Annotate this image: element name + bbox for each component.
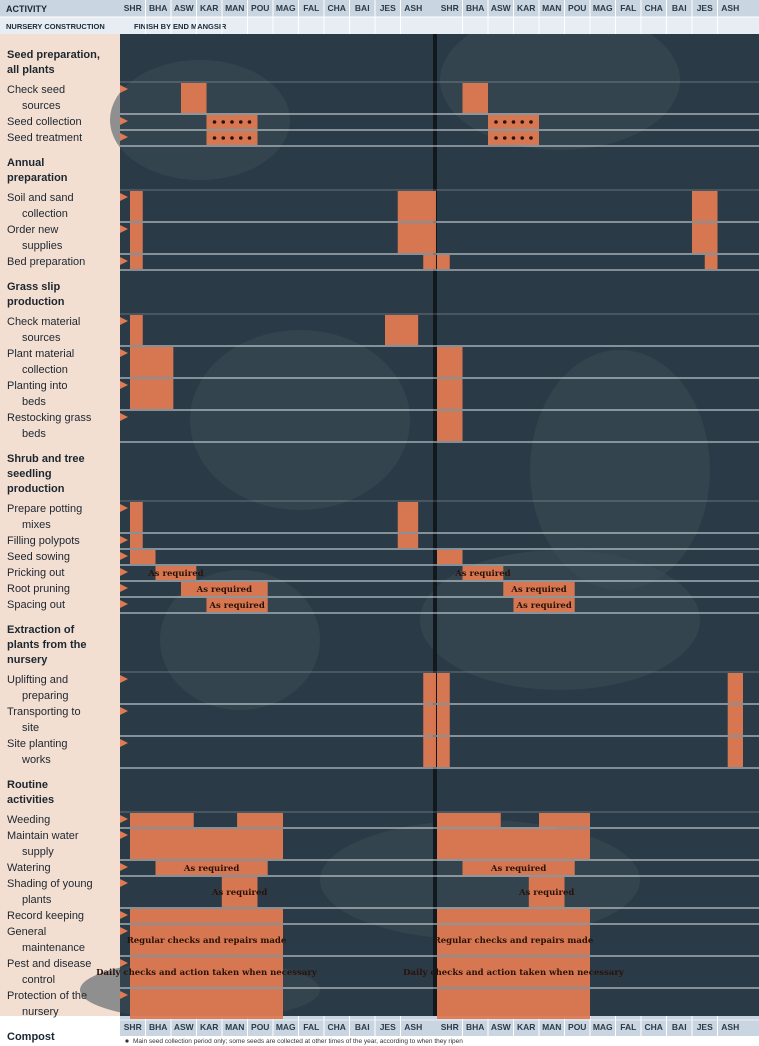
top-month-bai: BAI <box>671 3 687 13</box>
activity-bar <box>728 737 743 767</box>
bottom-month-bai: BAI <box>354 1022 370 1032</box>
bar-label: As required <box>490 864 547 874</box>
seed-collection-dot <box>221 136 225 140</box>
top-month-bha: BHA <box>149 3 168 13</box>
seed-collection-dot <box>529 120 533 124</box>
section-title: nursery <box>7 654 48 666</box>
activity-label: Soil and sand <box>7 192 74 204</box>
section-title: seedling <box>7 468 52 480</box>
activity-label: Bed preparation <box>7 256 86 268</box>
activity-label: Transporting to <box>7 706 81 718</box>
top-month-bai: BAI <box>354 3 370 13</box>
footnote: Main seed collection period only; some seeds are collected at other times of the year, according to when they ripen <box>133 1038 463 1045</box>
activity-bar <box>398 191 436 221</box>
section-title: Seed preparation, <box>7 49 100 61</box>
activity-label: plants <box>22 894 52 906</box>
activity-bar <box>437 829 590 859</box>
section-title: Annual <box>7 157 45 169</box>
activity-bar <box>728 705 743 735</box>
bar-label: Daily checks and action taken when necessary <box>403 968 624 978</box>
seed-collection-dot <box>520 136 524 140</box>
activity-label: supplies <box>22 240 63 252</box>
bar-label: As required <box>196 585 253 595</box>
top-month-cha: CHA <box>644 3 663 13</box>
bottom-month-pou: POU <box>568 1022 587 1032</box>
activity-label: Planting into <box>7 380 68 392</box>
top-month-ash: ASH <box>404 3 423 13</box>
seed-collection-dot <box>248 120 252 124</box>
activity-bar <box>130 550 156 564</box>
activity-label: Pest and disease <box>7 958 92 970</box>
section-title: Routine <box>7 779 48 791</box>
top-month-shr: SHR <box>440 3 459 13</box>
activity-label: Maintain water <box>7 830 79 842</box>
top-month-jes: JES <box>379 3 396 13</box>
activity-bar <box>398 534 418 548</box>
activity-bar <box>130 829 283 859</box>
top-month-ash: ASH <box>721 3 740 13</box>
finish-note: FINISH BY END MANGSIR <box>134 22 227 31</box>
bottom-month-pou: POU <box>251 1022 270 1032</box>
activity-label: Watering <box>7 862 51 874</box>
bottom-month-mag: MAG <box>592 1022 613 1032</box>
activity-label: sources <box>22 100 61 112</box>
activity-bar <box>130 813 194 827</box>
section-title: Grass slip <box>7 281 61 293</box>
activity-label: Protection of the <box>7 990 88 1002</box>
activity-bar <box>130 223 143 253</box>
bottom-month-fal: FAL <box>303 1022 320 1032</box>
seed-collection-dot <box>239 120 243 124</box>
activity-bar <box>437 737 450 767</box>
activity-label: Uplifting and <box>7 674 69 686</box>
top-month-kar: KAR <box>200 3 219 13</box>
bottom-month-cha: CHA <box>327 1022 346 1032</box>
activity-label: Record keeping <box>7 910 85 922</box>
seed-collection-dot <box>221 120 225 124</box>
activity-label: Restocking grass <box>7 412 92 424</box>
seed-collection-dot <box>213 120 217 124</box>
top-month-shr: SHR <box>123 3 142 13</box>
bottom-month-bha: BHA <box>149 1022 168 1032</box>
activity-bar <box>423 255 436 269</box>
activity-bar <box>539 813 590 827</box>
top-month-jes: JES <box>696 3 713 13</box>
activity-bar <box>437 550 463 564</box>
activity-label: mixes <box>22 519 51 531</box>
seed-collection-dot <box>529 136 533 140</box>
activity-bar <box>437 909 590 923</box>
top-month-fal: FAL <box>303 3 320 13</box>
bar-label: As required <box>511 585 567 595</box>
seed-collection-dot <box>230 120 234 124</box>
activity-bar <box>437 989 590 1019</box>
bottom-month-fal: FAL <box>620 1022 637 1032</box>
activity-bar <box>437 379 463 409</box>
activity-label: Check seed <box>7 84 66 96</box>
activity-bar <box>437 813 501 827</box>
activity-label: Seed treatment <box>7 132 83 144</box>
section-title: Shrub and tree <box>7 453 85 465</box>
photo-texture <box>110 60 290 180</box>
panel-divider <box>433 0 437 1016</box>
activity-bar <box>463 83 489 113</box>
bottom-month-man: MAN <box>225 1022 245 1032</box>
bottom-month-mag: MAG <box>275 1022 296 1032</box>
activity-label: beds <box>22 428 46 440</box>
bottom-month-shr: SHR <box>440 1022 459 1032</box>
top-month-cha: CHA <box>327 3 346 13</box>
bar-label: As required <box>455 569 511 579</box>
top-month-man: MAN <box>542 3 562 13</box>
seed-collection-dot <box>239 136 243 140</box>
seed-collection-dot <box>520 120 524 124</box>
bottom-month-jes: JES <box>696 1022 713 1032</box>
activity-bar <box>437 673 450 703</box>
activity-bar <box>181 83 207 113</box>
activity-label: Plant material <box>7 348 75 360</box>
bottom-month-asw: ASW <box>173 1022 194 1032</box>
top-month-pou: POU <box>251 3 270 13</box>
activity-bar <box>692 191 718 221</box>
activity-bar <box>130 909 283 923</box>
activity-label: Pricking out <box>7 567 65 579</box>
activity-bar <box>398 502 418 532</box>
activity-bar <box>437 705 450 735</box>
bottom-month-ash: ASH <box>721 1022 740 1032</box>
seed-collection-dot <box>512 136 516 140</box>
activity-bar <box>728 673 743 703</box>
bottom-month-man: MAN <box>542 1022 562 1032</box>
activity-bar <box>130 502 143 532</box>
activity-bar <box>437 347 463 377</box>
activity-label: control <box>22 974 56 986</box>
activity-label: maintenance <box>22 942 85 954</box>
activity-label: collection <box>22 364 68 376</box>
section-title: plants from the <box>7 639 87 651</box>
activity-bar <box>130 534 143 548</box>
bottom-month-bai: BAI <box>671 1022 687 1032</box>
top-month-fal: FAL <box>620 3 637 13</box>
activity-label: Prepare potting <box>7 503 83 515</box>
top-month-mag: MAG <box>592 3 613 13</box>
seed-collection-dot <box>494 136 498 140</box>
bar-label: As required <box>518 888 575 898</box>
section-title: all plants <box>7 64 55 76</box>
nursery-construction-label: NURSERY CONSTRUCTION <box>6 22 105 31</box>
bottom-month-kar: KAR <box>200 1022 219 1032</box>
activity-bar <box>130 379 173 409</box>
activity-label: General <box>7 926 47 938</box>
activity-label: supply <box>22 846 54 858</box>
activity-label: sources <box>22 332 61 344</box>
bar-label: As required <box>209 601 265 611</box>
activity-label: Filling polypots <box>7 535 80 547</box>
top-month-asw: ASW <box>490 3 511 13</box>
section-title: preparation <box>7 172 68 184</box>
seed-collection-dot <box>230 136 234 140</box>
top-month-pou: POU <box>568 3 587 13</box>
section-title: Extraction of <box>7 624 75 636</box>
activity-label: Order new <box>7 224 59 236</box>
top-month-man: MAN <box>225 3 245 13</box>
activity-bar <box>130 255 143 269</box>
bottom-month-kar: KAR <box>517 1022 536 1032</box>
top-month-kar: KAR <box>517 3 536 13</box>
activity-bar <box>130 191 143 221</box>
activity-heading: ACTIVITY <box>6 4 48 14</box>
bar-label: Regular checks and repairs made <box>433 936 594 946</box>
seed-collection-dot <box>248 136 252 140</box>
bar-label: Daily checks and action taken when necessary <box>96 968 317 978</box>
section-title: activities <box>7 794 55 806</box>
bottom-month-asw: ASW <box>490 1022 511 1032</box>
bottom-month-jes: JES <box>379 1022 396 1032</box>
activity-bar <box>423 673 436 703</box>
seed-collection-dot <box>512 120 516 124</box>
activity-label: Site planting <box>7 738 68 750</box>
photo-texture <box>190 330 410 510</box>
seed-collection-dot <box>213 136 217 140</box>
activity-bar <box>423 705 436 735</box>
activity-bar <box>692 223 718 253</box>
bar-label: As required <box>516 601 572 611</box>
activity-label: Root pruning <box>7 583 70 595</box>
activity-bar <box>385 315 418 345</box>
top-month-asw: ASW <box>173 3 194 13</box>
activity-label: beds <box>22 396 46 408</box>
seed-collection-dot <box>503 136 507 140</box>
seed-collection-dot <box>494 120 498 124</box>
activity-label: Weeding <box>7 814 51 826</box>
bar-label: As required <box>211 888 268 898</box>
activity-bar <box>130 989 283 1019</box>
activity-bar <box>237 813 283 827</box>
activity-label: site <box>22 722 40 734</box>
bar-label: As required <box>148 569 204 579</box>
bottom-month-bha: BHA <box>466 1022 485 1032</box>
bottom-month-cha: CHA <box>644 1022 663 1032</box>
activity-bar <box>437 255 450 269</box>
activity-bar <box>398 223 436 253</box>
activity-label: nursery <box>22 1006 59 1018</box>
activity-bar <box>437 411 463 441</box>
activity-label: Spacing out <box>7 599 66 611</box>
top-month-mag: MAG <box>275 3 296 13</box>
activity-bar <box>130 347 173 377</box>
bar-label: As required <box>183 864 240 874</box>
activity-bar <box>423 737 436 767</box>
top-month-bha: BHA <box>466 3 485 13</box>
activity-label: Check material <box>7 316 81 328</box>
activity-bar <box>705 255 718 269</box>
section-title: production <box>7 483 65 495</box>
bottom-month-shr: SHR <box>123 1022 142 1032</box>
section-title: production <box>7 296 65 308</box>
bar-label: Regular checks and repairs made <box>126 936 287 946</box>
activity-label: collection <box>22 208 68 220</box>
section-title: Compost <box>7 1031 55 1043</box>
activity-label: preparing <box>22 690 69 702</box>
activity-label: Seed sowing <box>7 551 70 563</box>
activity-label: works <box>22 754 51 766</box>
bottom-month-ash: ASH <box>404 1022 423 1032</box>
activity-label: Seed collection <box>7 116 82 128</box>
footnote-bullet <box>125 1039 128 1042</box>
seed-collection-dot <box>503 120 507 124</box>
activity-bar <box>130 315 143 345</box>
subheader-bar <box>0 17 759 34</box>
activity-label: Shading of young <box>7 878 93 890</box>
